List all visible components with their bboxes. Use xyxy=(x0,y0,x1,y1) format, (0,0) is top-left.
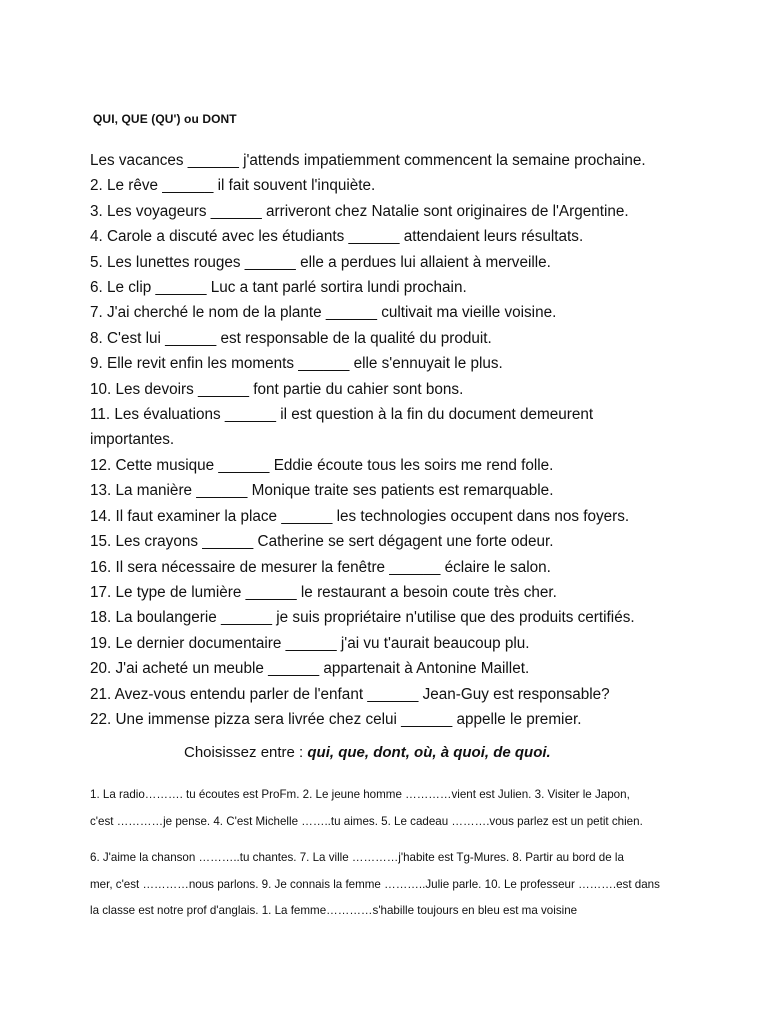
exercise-line: 7. J'ai cherché le nom de la plante ______ cultivait ma vieille voisine. xyxy=(90,304,557,322)
second-exercise-paragraph xyxy=(90,782,690,835)
exercise-line: 9. Elle revit enfin les moments ______ elle s'ennuyait le plus. xyxy=(90,355,503,373)
exercise-line: 17. Le type de lumière ______ le restaurant a besoin coute très cher. xyxy=(90,583,557,601)
paragraph-line: 1. La radio………. tu écoutes est ProFm. 2. Le jeune homme …………vient est Julien. 3. Visiter le Japon, xyxy=(90,788,630,801)
exercise-line: 12. Cette musique ______ Eddie écoute tous les soirs me rend folle. xyxy=(90,456,554,474)
exercise-line: 5. Les lunettes rouges ______ elle a perdues lui allaient à merveille. xyxy=(90,253,551,271)
exercise-line: 20. J'ai acheté un meuble ______ appartenait à Antonine Maillet. xyxy=(90,660,530,678)
exercise-line: 15. Les crayons ______ Catherine se sert dégagent une forte odeur. xyxy=(90,533,554,551)
paragraph-line: c'est …………je pense. 4. C'est Michelle ……..tu aimes. 5. Le cadeau ……….vous parlez est un petit chien. xyxy=(90,814,643,828)
exercise-title: QUI, QUE (QU') ou DONT xyxy=(93,112,237,126)
exercise-line: Les vacances ______ j'attends impatiemment commencent la semaine prochaine. xyxy=(90,152,646,169)
exercise-line: 21. Avez-vous entendu parler de l'enfant ______ Jean-Guy est responsable? xyxy=(90,685,610,703)
exercise-line: 4. Carole a discuté avec les étudiants ______ attendaient leurs résultats. xyxy=(90,228,584,246)
exercise-line: 14. Il faut examiner la place ______ les technologies occupent dans nos foyers. xyxy=(90,507,630,525)
exercise-line: 13. La manière ______ Monique traite ses patients est remarquable. xyxy=(90,482,554,500)
paragraph-line: la classe est notre prof d'anglais. 1. La femme…………s'habille toujours en bleu est ma voisine xyxy=(90,904,578,917)
exercise-line: 16. Il sera nécessaire de mesurer la fenêtre ______ éclaire le salon. xyxy=(90,558,551,576)
exercise-line: 10. Les devoirs ______ font partie du cahier sont bons. xyxy=(90,380,464,398)
exercise-line: 22. Une immense pizza sera livrée chez celui ______ appelle le premier. xyxy=(90,710,582,728)
exercise-line: 2. Le rêve ______ il fait souvent l'inquiète. xyxy=(90,177,376,195)
exercise-line: 8. C'est lui ______ est responsable de la qualité du produit. xyxy=(90,329,492,347)
exercise-line: importantes. xyxy=(90,431,175,449)
exercise-line: 3. Les voyageurs ______ arriveront chez Natalie sont originaires de l'Argentine. xyxy=(90,202,629,220)
instruction-choices: qui, que, dont, où, à quoi, de quoi. xyxy=(307,744,551,761)
paragraph-line: 6. J'aime la chanson ………..tu chantes. 7. La ville …………j'habite est Tg-Mures. 8. Partir au bord de la xyxy=(90,851,624,864)
exercise-list xyxy=(90,148,690,732)
instruction-prefix: Choisissez entre : xyxy=(184,744,308,761)
paragraph-line: mer, c'est …………nous parlons. 9. Je connais la femme ………..Julie parle. 10. Le professeur ……….est dans xyxy=(90,877,660,891)
third-exercise-paragraph xyxy=(90,845,690,925)
instruction-line xyxy=(184,744,551,761)
exercise-line: 6. Le clip ______ Luc a tant parlé sortira lundi prochain. xyxy=(90,279,467,297)
exercise-line: 19. Le dernier documentaire ______ j'ai vu t'aurait beaucoup plu. xyxy=(90,634,530,652)
exercise-line: 18. La boulangerie ______ je suis propriétaire n'utilise que des produits certifiés. xyxy=(90,609,635,627)
exercise-line: 11. Les évaluations ______ il est question à la fin du document demeurent xyxy=(90,406,594,424)
